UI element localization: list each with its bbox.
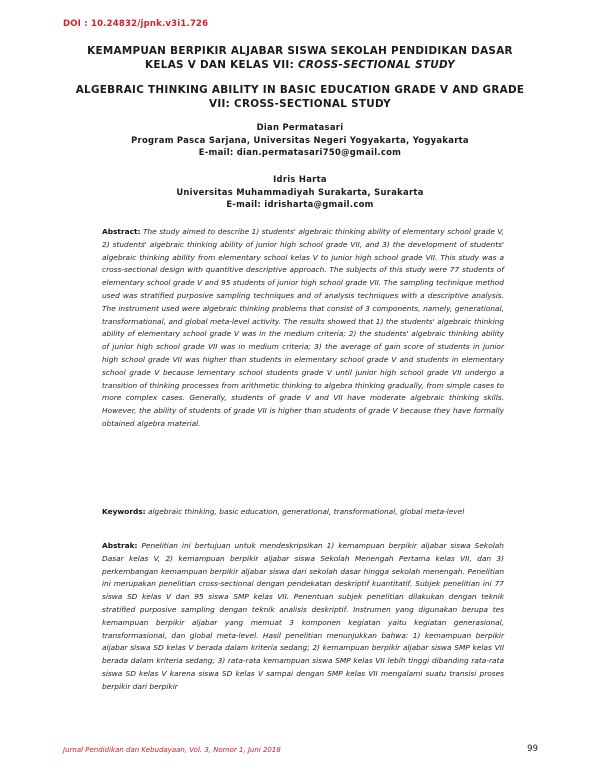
abstract-label: Abstract:: [102, 227, 141, 236]
author-block-2: [40, 173, 560, 211]
footer-journal-name: Jurnal Pendidikan dan Kebudayaan, Vol. 3, Nomor 1, Juni 2018: [63, 746, 281, 754]
author-name: Idris Harta: [273, 174, 327, 184]
author-affiliation: Program Pasca Sarjana, Universitas Negeri Yogyakarta, Yogyakarta: [131, 134, 469, 145]
title-indonesian-line2-italic: CROSS-SECTIONAL STUDY: [297, 59, 455, 71]
abstract-paragraph: [102, 226, 504, 431]
abstract-text: The study aimed to describe 1) students' algebraic thinking ability of elementary school grade V, 2) students' algebraic thinking ability of junior high school grade VII, and 3) the development of students' algebraic thinking ability from elementary school kelas V to junior high school grade VII. This study was a cross-sectional design with quantitive descriptive approach. The subjects of this study were 77 students of elementary school grade V and 95 students of junior high school grade VII. The sampling technique method used was stratified purposive sampling techniques and of analysis techniques with a descriptive analysis. The instrument used were algebraic thinking problems that consist of 3 components, namely, generational, transformational, and global meta-level activity. The results showed that 1) the students' algebraic thinking ability of elementary school grade V was in the medium criteria; 2) the students' algebraic thinking ability of junior high school grade VII was in medium criteria; 3) the average of gain score of students in junior high school grade VII was higher than students in elementary school grade V and students in elementary school grade V because lementary school students grade V until junior high school grade VII undergo a transition of thinking processes from arithmetic thinking to algebra thinking gradually, from simple cases to more complex cases. Generally, students of grade V and VII have moderate algebraic thinking skills. However, the ability of students of grade VII is higher than students of grade V because they have formally obtained algebra material.: [102, 227, 504, 428]
keywords-text: algebraic thinking, basic education, generational, transformational, global meta-level: [145, 507, 465, 516]
author-affiliation: Universitas Muhammadiyah Surakarta, Surakarta: [176, 186, 424, 197]
doi-link[interactable]: DOI : 10.24832/jpnk.v3i1.726: [63, 19, 209, 29]
keywords-label: Keywords:: [102, 507, 146, 516]
title-english-line2: VII: CROSS-SECTIONAL STUDY: [209, 98, 391, 110]
page-number: 99: [527, 744, 538, 754]
abstrak-label: Abstrak:: [102, 541, 138, 550]
abstrak-text: Penelitian ini bertujuan untuk mendeskripsikan 1) kemampuan berpikir aljabar siswa Sekolah Dasar kelas V, 2) kemampuan berpikir aljabar siswa Sekolah Menengah Pertama kelas VII, dan 3) perkembangan kemampuan berpikir aljabar siswa dari sekolah dasar hingga sekolah menengah. Penelitian ini merupakan penelitian cross-sectional dengan pendekatan deskriptif kuantitatif. Subjek penelitian ini 77 siswa SD kelas V dan 95 siswa SMP kelas VII. Penentuan subjek penelitian dilakukan dengan teknik stratified purposive sampling dengan teknik analisis deskriptif. Instrumen yang digunakan berupa tes kemampuan berpikir aljabar yang memuat 3 komponen kegiatan yaitu kegiatan generasional, transformasional, dan global meta-level. Hasil penelitian menunjukkan bahwa: 1) kemampuan berpikir aljabar siswa SD kelas V berada dalam kriteria sedang; 2) kemampuan berpikir aljabar siswa SMP kelas VII berada dalam kriteria sedang; 3) rata-rata kemampuan siswa SMP kelas VII lebih tinggi dibanding rata-rata siswa SD kelas V karena siswa SD kelas V sampai dengan SMP kelas VII mengalami suatu transisi proses berpikir dari berpikir: [102, 541, 504, 691]
author-block-1: [40, 121, 560, 159]
author-name: Dian Permatasari: [256, 122, 344, 132]
abstrak-paragraph: [102, 540, 504, 694]
title-english: [40, 83, 560, 111]
author-email[interactable]: E-mail: idrisharta@gmail.com: [226, 199, 374, 209]
title-indonesian-line2: [40, 58, 560, 72]
title-english-line1: ALGEBRAIC THINKING ABILITY IN BASIC EDUCATION GRADE V AND GRADE: [75, 84, 525, 96]
title-indonesian-line1: KEMAMPUAN BERPIKIR ALJABAR SISWA SEKOLAH PENDIDIKAN DASAR: [87, 45, 513, 57]
title-indonesian: [40, 44, 560, 72]
title-indonesian-line2-plain: KELAS V DAN KELAS VII:: [145, 59, 298, 71]
keywords-paragraph: [102, 506, 504, 519]
author-email[interactable]: E-mail: dian.permatasari750@gmail.com: [198, 147, 402, 157]
